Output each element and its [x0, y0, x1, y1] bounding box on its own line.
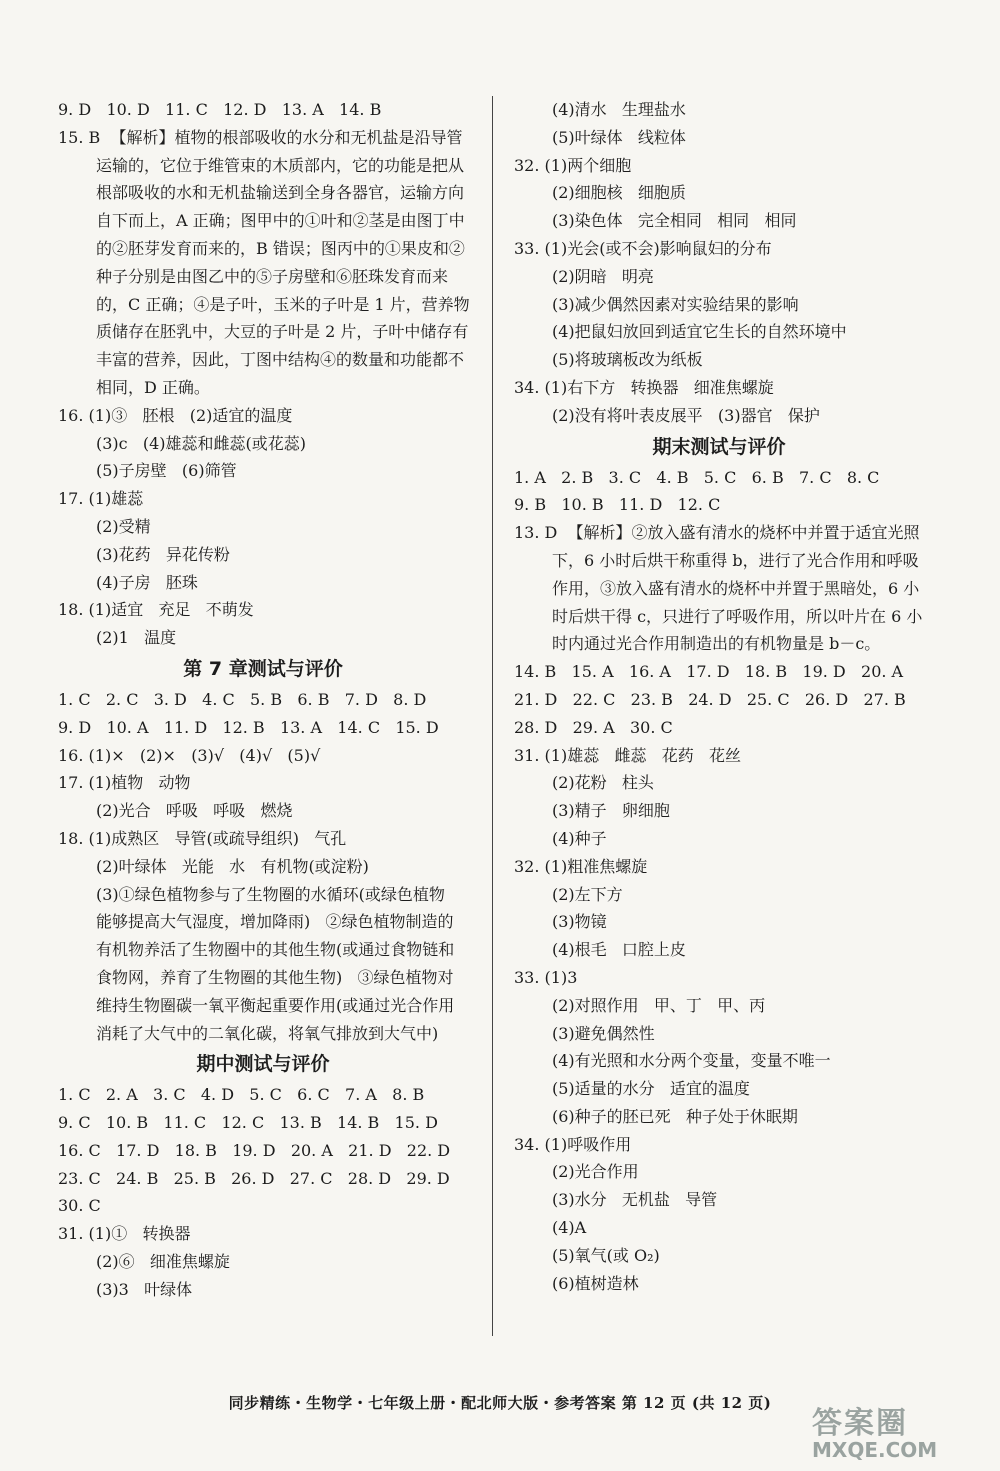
answer-line: 1. A 2. B 3. C 4. B 5. C 6. B 7. C 8. C	[514, 467, 880, 487]
answer-line: (3)花药 异花传粉	[96, 544, 230, 564]
answer-line: 23. C 24. B 25. B 26. D 27. C 28. D 29. D	[58, 1168, 450, 1188]
answer-line: (2)花粉 柱头	[552, 773, 654, 793]
answer-line: (2)光合 呼吸 呼吸 燃烧	[96, 801, 293, 821]
right-column	[514, 96, 924, 1297]
answer-line: (3)①绿色植物参与了生物圈的水循环(或绿色植物	[96, 884, 445, 904]
answer-line: (5)氧气(或 O₂)	[552, 1245, 660, 1265]
answer-line: (4)子房 胚珠	[96, 572, 198, 592]
answer-line: 的，C 正确；④是子叶，玉米的子叶是 1 片，营养物	[96, 294, 470, 314]
answer-line: 13. D 【解析】②放入盛有清水的烧杯中并置于适宜光照	[514, 523, 920, 543]
answer-line: 16. C 17. D 18. B 19. D 20. A 21. D 22. D	[58, 1140, 451, 1160]
section-heading: 期中测试与评价	[196, 1053, 330, 1076]
answer-line: 33. (1)光会(或不会)影响鼠妇的分布	[514, 238, 772, 258]
answer-line: (2)阴暗 明亮	[552, 266, 654, 286]
answer-line: 16. (1)③ 胚根 (2)适宜的温度	[58, 405, 293, 425]
answer-line: 31. (1)① 转换器	[58, 1224, 191, 1244]
answer-line: 运输的，它位于维管束的木质部内，它的功能是把从	[96, 155, 465, 175]
watermark-logo	[812, 1398, 982, 1464]
answer-line: (2)光合作用	[552, 1162, 639, 1182]
column-divider	[492, 96, 493, 1336]
answer-line: 丰富的营养，因此，丁图中结构④的数量和功能都不	[96, 350, 465, 370]
answer-line: (3)染色体 完全相同 相同 相同	[552, 211, 797, 231]
answer-line: (3)精子 卵细胞	[552, 801, 670, 821]
answer-line: 1. C 2. C 3. D 4. C 5. B 6. B 7. D 8. D	[58, 689, 427, 709]
answer-line: 下，6 小时后烘干称重得 b，进行了光合作用和呼吸	[552, 550, 919, 570]
answer-line: 28. D 29. A 30. C	[514, 717, 673, 737]
answer-line: 14. B 15. A 16. A 17. D 18. B 19. D 20. A	[514, 662, 904, 682]
answer-line: 17. (1)雄蕊	[58, 489, 144, 509]
answer-line: 相同，D 正确。	[96, 377, 210, 397]
answer-line: 9. D 10. A 11. D 12. B 13. A 14. C 15. D	[58, 717, 439, 737]
answer-line: 9. D 10. D 11. C 12. D 13. A 14. B	[58, 100, 382, 119]
answer-line: 32. (1)两个细胞	[514, 155, 632, 175]
answer-line: 34. (1)呼吸作用	[514, 1134, 632, 1154]
answer-line: (6)植树造林	[552, 1273, 639, 1293]
answer-line: 18. (1)适宜 充足 不萌发	[58, 600, 254, 620]
answer-line: (2)⑥ 细准焦螺旋	[96, 1252, 230, 1272]
answer-line: 自下而上，A 正确；图甲中的①叶和②茎是由图丁中	[96, 211, 465, 231]
answer-line: (4)根毛 口腔上皮	[552, 940, 686, 960]
answer-line: 1. C 2. A 3. C 4. D 5. C 6. C 7. A 8. B	[58, 1085, 425, 1105]
answer-line: (3)3 叶绿体	[96, 1279, 193, 1299]
answer-line: 9. C 10. B 11. C 12. C 13. B 14. B 15. D	[58, 1113, 438, 1133]
answer-line: (2)细胞核 细胞质	[552, 183, 686, 203]
answer-line: (4)A	[552, 1218, 587, 1238]
answer-line: (2)左下方	[552, 884, 623, 904]
answer-line: 15. B 【解析】植物的根部吸收的水分和无机盐是沿导管	[58, 127, 463, 147]
section-heading: 期末测试与评价	[652, 435, 786, 458]
answer-line: (4)种子	[552, 828, 607, 848]
answer-line: 有机物养活了生物圈中的其他生物(或通过食物链和	[96, 940, 455, 960]
section-heading: 第 7 章测试与评价	[183, 657, 343, 680]
answer-line: (3)减少偶然因素对实验结果的影响	[552, 294, 799, 314]
answer-line: (3)物镜	[552, 912, 607, 932]
answer-line: (5)叶绿体 线粒体	[552, 127, 686, 147]
answer-line: 作用，③放入盛有清水的烧杯中并置于黑暗处，6 小	[552, 578, 920, 598]
answer-line: (3)水分 无机盐 导管	[552, 1190, 718, 1210]
answer-line: (5)将玻璃板改为纸板	[552, 350, 703, 370]
answer-line: (2)对照作用 甲、丁 甲、丙	[552, 995, 766, 1015]
answer-line: 时后烘干得 c，只进行了呼吸作用，所以叶片在 6 小	[552, 606, 923, 626]
answer-line: (3)避免偶然性	[552, 1023, 655, 1043]
answer-line: (5)适量的水分 适宜的温度	[552, 1079, 750, 1099]
answer-line: (4)把鼠妇放回到适宜它生长的自然环境中	[552, 322, 847, 342]
answer-line: 能够提高大气湿度，增加降雨) ②绿色植物制造的	[96, 912, 454, 932]
answer-line: 33. (1)3	[514, 967, 578, 987]
answer-line: 时内通过光合作用制造出的有机物量是 b－c。	[552, 634, 881, 654]
watermark-url: MXQE.COM	[812, 1438, 938, 1462]
answer-line: 34. (1)右下方 转换器 细准焦螺旋	[514, 377, 774, 397]
answer-line: 质储存在胚乳中，大豆的子叶是 2 片，子叶中储存有	[96, 322, 469, 342]
answer-line: 21. D 22. C 23. B 24. D 25. C 26. D 27. B	[514, 689, 906, 709]
answer-line: 31. (1)雄蕊 雌蕊 花药 花丝	[514, 745, 741, 765]
answer-line: (5)子房壁 (6)筛管	[96, 461, 237, 481]
answer-line: (6)种子的胚已死 种子处于休眠期	[552, 1106, 798, 1126]
page-footer: 同步精练・生物学・七年级上册・配北师大版・参考答案 第 12 页 (共 12 页)	[228, 1394, 772, 1412]
answer-line: 种子分别是由图乙中的⑤子房壁和⑥胚珠发育而来	[96, 266, 449, 286]
answer-line: 根部吸收的水和无机盐输送到全身各器官，运输方向	[96, 183, 465, 203]
answer-line: (2)叶绿体 光能 水 有机物(或淀粉)	[96, 856, 369, 876]
answer-line: (2)没有将叶表皮展平 (3)器官 保护	[552, 405, 820, 425]
answer-line: 32. (1)粗准焦螺旋	[514, 856, 648, 876]
answer-line: 食物网，养育了生物圈的其他生物) ③绿色植物对	[96, 967, 454, 987]
watermark-text: 答案圈	[812, 1406, 908, 1441]
answer-line: 18. (1)成熟区 导管(或疏导组织) 气孔	[58, 828, 347, 848]
answer-line: 30. C	[58, 1196, 101, 1216]
answer-line: (4)清水 生理盐水	[552, 100, 686, 119]
answer-line: 16. (1)× (2)× (3)√ (4)√ (5)√	[58, 745, 321, 765]
answer-line: 17. (1)植物 动物	[58, 773, 191, 793]
answer-line: (2)1 温度	[96, 628, 177, 648]
answer-line: (4)有光照和水分两个变量，变量不唯一	[552, 1051, 831, 1071]
left-column	[58, 96, 468, 1304]
answer-line: 消耗了大气中的二氧化碳，将氧气排放到大气中)	[96, 1023, 439, 1043]
answer-line: 的②胚芽发育而来的，B 错误；图丙中的①果皮和②	[96, 238, 465, 258]
answer-line: 维持生物圈碳一氧平衡起重要作用(或通过光合作用	[96, 995, 455, 1015]
answer-line: (3)c (4)雄蕊和雌蕊(或花蕊)	[96, 433, 307, 453]
answer-line: 9. B 10. B 11. D 12. C	[514, 495, 721, 515]
answer-line: (2)受精	[96, 516, 151, 536]
